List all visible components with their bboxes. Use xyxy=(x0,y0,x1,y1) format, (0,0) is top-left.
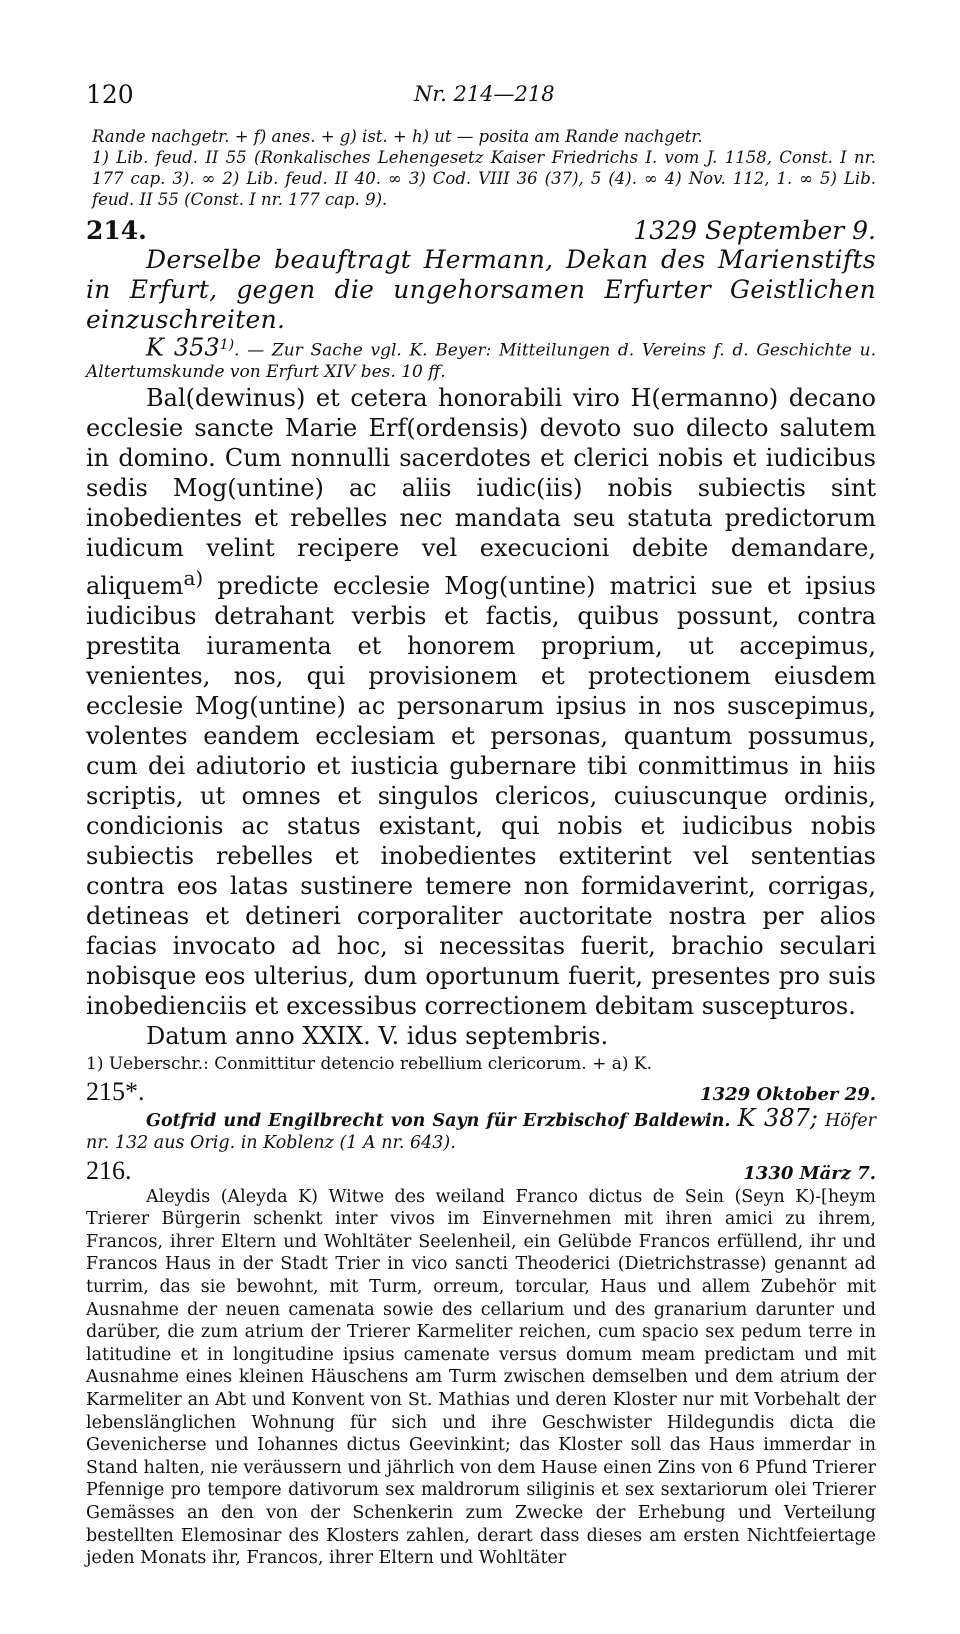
ref-superscript: 1) xyxy=(219,337,235,353)
entry-214 xyxy=(86,216,876,1075)
entry-number: 216. xyxy=(86,1155,132,1185)
entry-text xyxy=(86,383,876,1021)
entry-heading xyxy=(86,1156,876,1186)
ref-text: . — Zur Sache vgl. K. Beyer: Mitteilungen d. Vereins f. d. Geschichte u. Altertumskunde von Erfurt XIV bes. 10 ff. xyxy=(86,340,876,382)
entry-text: Aleydis (Aleyda K) Witwe des weiland Franco dictus de Sein (Seyn K)-[heym Trierer Bürgerin schenkt inter vivos im Einvernehmen mit ihren amici zu ihrem, Francos, ihrer Eltern und Wohltäter Seelenheil, ein Gelübde Francos erfüllend, ihr und Francos Haus in der Stadt Trier in vico sancti Theoderici (Dietrichstrasse) genannt ad turrim, das sie bewohnt, mit Turm, orreum, torcular, Haus und allem Zubehör mit Ausnahme der neuen camenata sowie des cellarium und des granarium darunter und darüber, die zum atrium der Trierer Karmeliter reichen, cum spacio sex pedum terre in latitudine et in longitudine ipsius camenate versus domum meam predictam und mit Ausnahme eines kleinen Häuschens am Turm zwischen demselben und dem atrium der Karmeliter an Abt und Konvent von St. Mathias und deren Kloster nur mit Vorbehalt der lebenslänglichen Wohnung für sich und ihre Geschwister Hildegundis dicta die Gevenicherse und Iohannes dictus Geevinkint; das Kloster soll das Haus immerdar in Stand halten, nie veräussern und jährlich von dem Hause einen Zins von 6 Pfund Trierer Pfennige pro tempore dativorum sex maldrorum siliginis et sex sextariorum olei Trierer Gemässes an den von der Schenkerin zum Zwecke der Erhebung und Verteilung bestellten Elemosinar des Klosters zahlen, derart dass dieses am ersten Nichtfeiertage jeden Monats ihr, Francos, ihrer Eltern und Wohltäter xyxy=(86,1186,876,1569)
entry-range: Nr. 214—218 xyxy=(414,82,555,106)
entry-date: 1329 Oktober 29. xyxy=(700,1083,876,1105)
entry-regest: Derselbe beauftragt Hermann, Dekan des Marienstifts in Erfurt, gegen die ungehorsamen Erfurter Geistlichen einzuschreiten. xyxy=(86,245,876,334)
entry-heading xyxy=(86,216,876,245)
top-footnotes xyxy=(86,126,876,210)
entry-regest xyxy=(86,1103,877,1154)
document-page xyxy=(86,80,876,1570)
footnote-line: 1) Lib. feud. II 55 (Ronkalisches Lehengesetz Kaiser Friedrichs I. vom J. 1158, Const. I nr. 177 cap. 3). ∞ 2) Lib. feud. II 40. ∞ 3) Cod. VIII 36 (37), 5 (4). ∞ 4) Nov. 112, 1. ∞ 5) Lib. feud. II 55 (Const. I nr. 177 cap. 9). xyxy=(92,148,876,209)
entry-footnote: 1) Ueberschr.: Conmittitur detencio rebellium clericorum. + a) K. xyxy=(86,1053,653,1074)
entry-215 xyxy=(86,1077,876,1154)
ref-main: K 353 xyxy=(146,333,220,362)
ref-main: K 387; xyxy=(737,1103,818,1132)
entry-datum: Datum anno XXIX. V. idus septembris. xyxy=(146,1021,609,1050)
footnote-line: Rande nachgetr. + f) anes. + g) ist. + h) ut — posita am Rande nachgetr. xyxy=(92,127,703,146)
entry-number: 214. xyxy=(86,216,147,245)
text-part: Bal(dewinus) et cetera honorabili viro H(ermanno) decano ecclesie sancte Marie Erf(ordensis) devoto suo dilecto salutem in domino. Cum nonnulli sacerdotes et clerici nobis et iudicibus sedis Mog(untine) ac aliis iudic(iis) nobis subiectis sint inobedientes et rebelles nec mandata seu statuta predictorum iudicum velint recipere vel execucioni debite demandare, aliquem xyxy=(86,383,876,600)
entry-number: 215*. xyxy=(86,1076,145,1106)
entry-reference xyxy=(86,335,876,383)
entry-date: 1329 September 9. xyxy=(633,216,876,245)
text-part: predicte ecclesie Mog(untine) matrici sue et ipsius iudicibus detrahant verbis et factis, quibus possunt, contra prestita iuramenta et honorem proprium, ut accepimus, venientes, nos, qui provisionem et protectionem eiusdem ecclesie Mog(untine) ac personarum ipsius in nos suscepimus, volentes eandem ecclesiam et personas, quantum possumus, cum dei adiutorio et iusticia gubernare tibi conmittimus in hiis scriptis, ut omnes et singulos clericos, cuiuscunque ordinis, condicionis ac status existant, qui nobis et iudicibus nobis subiectis rebelles et inobedientes extiterint vel sententias contra eos latas sustinere temere non formidaverint, corrigas, detineas et detineri corporaliter auctoritate nostra per alios facias invocato ad hoc, si necessitas fuerit, brachio seculari nobisque eos ulterius, dum oportunum fuerit, presentes pro suis inobedienciis et excessibus correctionem debitam suscepturos. xyxy=(86,571,876,1020)
page-number: 120 xyxy=(86,80,134,109)
page-header xyxy=(86,80,876,120)
regest-text: Gotfrid und Engilbrecht von Sayn für Erzbischof Baldewin. xyxy=(146,1110,731,1131)
ref-text: Höfer nr. 132 aus Orig. in Koblenz (1 A nr. 643). xyxy=(86,1110,877,1153)
entry-date: 1330 März 7. xyxy=(743,1162,876,1184)
text-superscript: a) xyxy=(183,565,204,590)
entry-heading xyxy=(86,1077,876,1107)
entry-216 xyxy=(86,1156,876,1570)
